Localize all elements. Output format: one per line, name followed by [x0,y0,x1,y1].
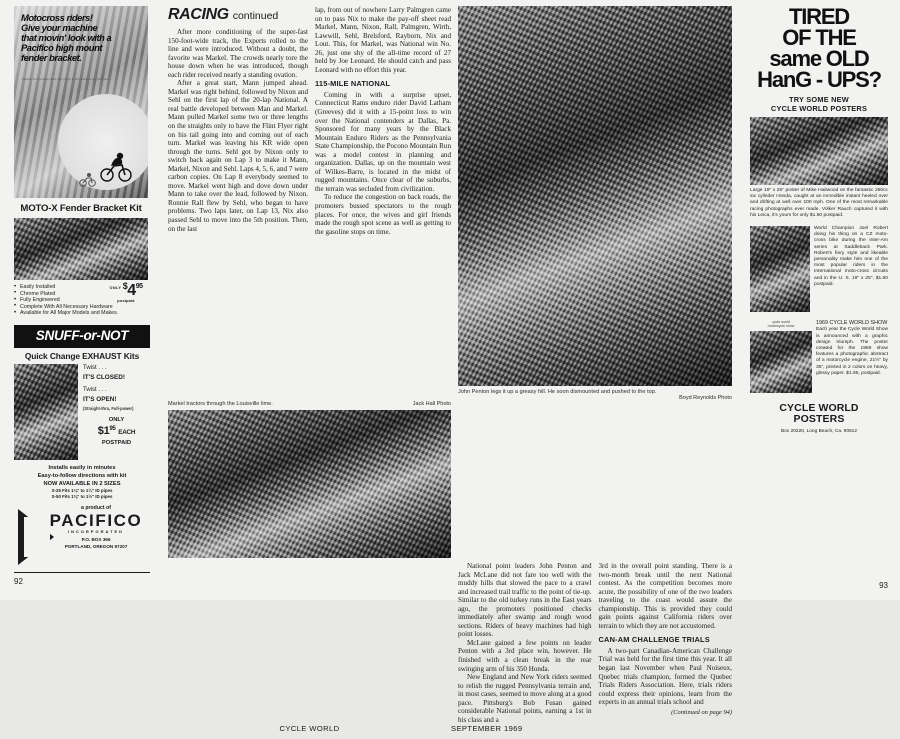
editorial-area [160,0,740,734]
hailwood-poster-copy: Large 19" x 25" poster of Mike Hailwood on the fantastic 250cc six cylinder Honda, caught at an incredible instant heeled over and drifting at well over 100 mph. One of the most remarkable racing photographs ever made. Volker Rauch captured it with his Leica, it's yours for only $1.50 postpaid. [750,188,888,218]
hailwood-poster-photo [750,117,888,185]
show-poster-photo [750,331,812,393]
pacifico-address: P.O. BOX 366 PORTLAND, OREGON 97207 [64,537,128,549]
paragraph: lap, from out of nowhere Larry Palmgren came on to pass Nix to make the pay-off sheet read Markel, Mann, Nixon, Rall, Palmgren, Wirth, Lawwill, Sehl, Brelsford, Rayborn, Nix and Lout. This, for Markel, was National win No. 26, just one shy of the all-time record of 27 held by Joe Leonard. He should catch and pass Leonard with no effort this year. [315,6,451,74]
paragraph: Coming in with a surprise upset, Connecticut Rams enduro rider David Latham (Greeves) did it with a 15-point loss to win over the National contenders at Dallas, Pa. Sponsored for many years by the Black Mountain Enduro Riders as the Pennsylvania State Championship, the Pocono Mountain Run was a model contest in planning and organization. Dallas, up on the mountain west of Wilkes-Barre, is located in the midst of rugged mountains. Once clear of the suburbs, the terrain was secluded from civilization. [315,90,451,193]
cycle-world-show-poster-block [750,320,888,393]
photo-credit-boyd: Boyd Reynolds Photo [679,395,732,401]
page-number-left: 92 [14,577,23,587]
posters-ad-headline: TIRED OF THE same OLD HanG - UPS? [757,4,881,92]
joel-robert-poster-photo [750,226,810,312]
show-poster-copy: Each year the Cycle World Show is announced with a graphic design triumph. The poster created for the 1969 show features a photographic abstract of a motorcycle engine, 21½" by 35", printed in 2 colors on heavy, glossy paper. $1.95, postpaid. [816,327,888,376]
pacifico-headline: Motocross riders! Give your machine that movin' look with a Pacifico high mount fender bracket. [21,12,112,63]
exhaust-kit-photo [14,364,78,460]
its-open-label: IT'S OPEN! [83,395,117,403]
paragraph: A two-part Canadian-American Challenge Trial was held for the first time this year. It all began last November when Paul Noiseux, Quebec trials champion, formed the Quebec Trials Riders Association. Here, trials riders could express their opinions, learn from the experts in an annual trials school and [598,646,732,707]
snuff-size-1: S-25 Fits 1⅛" to 1¼" ID pipes [51,487,113,493]
page-number-right: 93 [879,581,888,590]
snuff-size-2: S-50 Fits 1⅜" to 1½" ID pipes [51,493,113,499]
article-header [168,6,308,24]
price-value: $^{\$}4^{95}$ [122,281,143,299]
section-subhead-can-am: CAN-AM CHALLENGE TRIALS [598,635,710,645]
issue-date-footer: SEPTEMBER 1969 [451,724,523,734]
paragraph: After more conditioning of the super-fast 150-foot-wide track, the Experts rolled to the line and were introduced. Without a doubt, the favorite was Markel. The crowds nearly tore the house down when he was introduced, though each rider received nearly a standing ovation. [168,28,308,79]
continued-on-page-note: (Continued on page 94) [671,708,732,716]
snuff-postpaid-label: POSTPAID [101,439,132,446]
left-advertisement-column [0,0,160,600]
article-column-d [599,562,733,724]
pacifico-logo-block [14,505,150,569]
paragraph: After a great start, Mann jumped ahead. Markel was right behind, followed by Nixon and Sehl on the first lap of the 20-lap National. A real battle developed between Man and Markel. Mann pulled Markel some two or three lengths on the straights only to have the Flint Flyer right on his tail going into and coming out of each turn. Markel was leaving his KR wide open through the turns. Sehl got by Nixon only to switch back again on Lap 3 to make it Mann, Markel, Nixon and Sehl. Laps 4, 5, 6, and 7 were carbon copies. On Lap 8 everybody seemed to move. Markel went high and dove down under Mann to take over the lead, followed by Nixon. Ronnie Rall flew by Sehl, who began to have problems. Two laps later, on Lap 13, Nix also passed Sehl to move into the 5th position. Then, on the last [168,79,308,233]
posters-footer-address: Box 20220, Long Beach, Ca. 90812 [780,428,857,434]
pacifico-kit-title: MOTO-X Fender Bracket Kit [20,203,142,214]
twist-line-1: Twist . . . [83,364,107,371]
snuff-brand-bar [14,325,150,348]
list-item: • Available for All Major Models and Makes. [14,310,148,317]
section-subhead-115-mile: 115-MILE NATIONAL [315,79,391,89]
list-item: • Easily Installed [14,284,148,291]
paragraph: McLane gained a few points on leader Penton with a 3rd place win, however. He finished with a clean break in the rear swinging arm of his 350 Honda. [458,638,592,673]
fender-bracket-product-photo [14,218,148,280]
paragraph: To reduce the congestion on back roads, the promoters bussed spectators to the rough places. For once, the wives and girl friends made the rough spot scene as well as getting to the gasoline stops on time. [315,193,451,236]
its-closed-label: IT'S CLOSED! [83,373,125,381]
snuff-only-label: ONLY [108,416,125,423]
article-column-a [168,6,308,401]
cycle-world-posters-ad [740,0,900,600]
snuff-or-not-exhaust-ad [14,325,150,573]
list-item: • Complete With All Necessary Hardware [14,304,148,311]
john-penton-hill-photo [458,6,732,386]
pacifico-wordmark: PACIFICO [49,511,143,531]
snuff-line-3: NOW AVAILABLE IN 2 SIZES [43,480,121,487]
snuff-subtitle: Quick Change EXHAUST Kits [24,350,140,361]
a-product-of-label: a product of [81,505,111,512]
pacifico-feature-list [14,281,148,317]
show-poster-thumb [750,320,812,393]
price-only-label: ONLY [109,286,122,290]
twist-line-2: Twist . . . [83,386,107,393]
page-title: RACING [168,6,229,23]
joel-robert-poster-copy: World Champion Joel Robert doing his thing on a CZ moto-cross bike during the Inter-Am series at Saddleback Park. Robert's fiery style and likeable personality make him one of the most popular riders in the International moto-cross circuits and in the U. S. 19" x 25", $1.50 postpaid. [814,226,888,287]
list-item: • Chrome Plated [14,291,148,298]
pacifico-price-badge [104,283,148,304]
article-column-b [315,6,451,401]
snuff-detail-lines [14,464,150,499]
photo-caption-markel: Markel tractors through the Louisville lime. [168,401,273,407]
divider [14,572,150,573]
pacifico-fender-bracket-ad [14,6,148,317]
show-poster-title: 1969 CYCLE WORLD SHOW [816,320,888,327]
photo-credit-jackhall: Jack Hall Photo [412,401,451,407]
paragraph: New England and New York riders seemed to relish the rugged Pennsylvania terrain and, in most cases, seemed to move along at a good pace. Pittsburg's Bob Fusan gained considerable National points, earning a 1st in his class and a [458,673,592,724]
incorporated-label: INCORPORATED [67,529,125,535]
price-postpaid-label: postpaid [117,298,135,303]
snuff-brand-name: SNUFF-or-NOT [35,327,129,343]
paragraph: National point leaders John Penton and Jack McLane did not fare too well with the muddy hills that slowed the pace to a crawl and increased trail traffic to the point of tie-up. Similar to the old turkey runs in the East years ago, the promoters positioned checks immediately after swamp and rough wood sections. Riders of heavy machines had high point losses. [458,562,592,639]
show-poster-label: cycle world motorcycle show [767,320,795,329]
paragraph: 3rd in the overall point standing. There is a two-month break until the next National contest. As the competition becomes more acute, the possibility of one of the two leaders traveling to the coast would assure the championship. This is provided they could gain points against California riders over terrain to which they are not accustomed. [598,562,732,630]
editorial-footer [168,724,732,739]
posters-ad-subhead: TRY SOME NEW CYCLE WORLD POSTERS [770,95,868,113]
motocross-rider-silhouette-icon [98,152,132,182]
penton-photo-block [458,6,732,401]
snuff-price: $\$1^{95}$ EACH [97,424,136,437]
snuff-line-2: Easy-to-follow directions with kit [37,472,127,479]
pacifico-fineprint: Pacifico Incorporated offers high mount fender brackets for motocross [22,78,110,81]
pacifico-hero-photo [14,6,148,198]
posters-footer-title: CYCLE WORLD POSTERS [779,401,859,426]
snuff-line-1: Installs easily in minutes [48,464,116,471]
continued-label: continued [232,10,279,22]
list-item: • Fully Engineered [14,297,148,304]
background-rider-silhouette-icon [78,172,96,187]
snuff-paren-note: (Straight-thru, Full-power) [83,405,134,411]
magazine-name-footer: CYCLE WORLD [279,724,340,734]
article-column-c [458,562,592,724]
markel-louisville-photo [168,410,451,558]
joel-robert-poster-block [750,226,888,312]
photo-caption-penton: John Penton legs it up a greasy hill. He soon dismounted and pushed to the top. [458,389,657,395]
